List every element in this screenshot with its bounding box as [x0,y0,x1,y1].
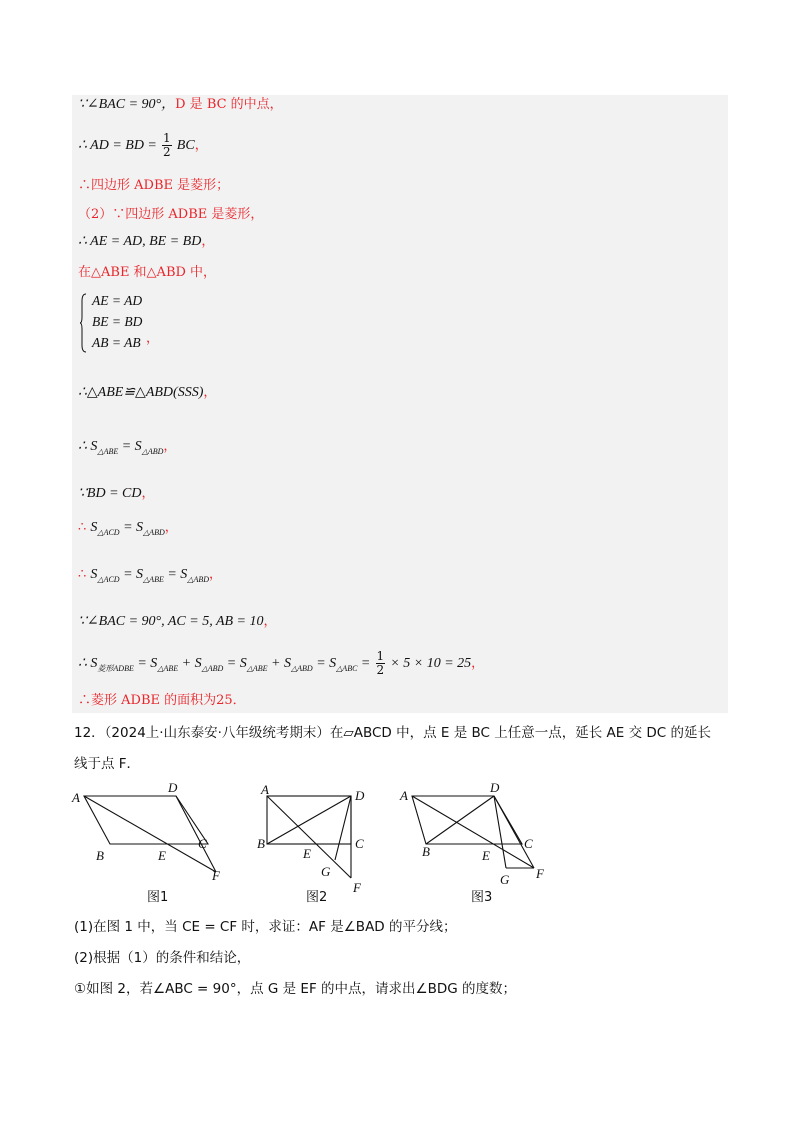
label-b: B [96,848,104,863]
label-f: F [212,868,220,883]
figure-3-caption: 图3 [471,890,493,905]
svg-text:F: F [353,880,361,895]
segment-dg [335,796,351,860]
label-d: D [168,780,178,795]
solution-line-5: ∴ AE = AD, BE = BD， [78,234,215,249]
svg-text:D: D [355,788,365,803]
median-equation: ∴ AD = BD = [78,138,157,153]
svg-text:E: E [303,846,311,861]
svg-text:C: C [355,836,364,851]
solution-conclusion: ∴菱形 ADBE 的面积为25． [78,693,246,708]
solution-line-6: 在△ABE 和△ABD 中， [78,265,217,280]
solution-line-9: ∵BD = CD， [78,486,155,501]
svg-text:C: C [524,836,533,851]
parallelogram-abcd [412,796,522,844]
svg-text:E: E [482,848,490,863]
solution-line-2: ∴ AD = BD = $\frac{1}{2}$ BC， [78,131,208,159]
solution-line-3: ∴四边形 ADBE 是菱形； [78,178,230,193]
question-part-1: (1)在图 1 中，当 CE = CF 时，求证：AF 是∠BAD 的平分线； [74,919,457,935]
solution-line-7: ∴△ABE≌△ABD(SSS)， [78,385,217,400]
figure-1-caption: 图1 [147,890,169,905]
label-c: C [198,836,207,851]
solution-line-10: ∴ $S_{\triangle ACD} = S_{\triangle ABD}$， [78,520,178,537]
fraction-half: $\frac{1}{2}$ [163,131,171,159]
solution-line-1 [78,96,283,114]
solution-line-8: ∴ $S_{\triangle ABE} = S_{\triangle ABD}$， [78,439,177,456]
svg-text:D: D [490,780,500,795]
svg-text:A: A [400,788,408,803]
question-part-2-1: ①如图 2，若∠ABC = 90°，点 G 是 EF 的中点，请求出∠BDG 的度数； [74,981,517,997]
svg-text:F: F [536,866,544,881]
label-a: A [72,790,80,805]
parallelogram-abcd [84,796,208,844]
segment-af [412,796,534,868]
question-stem-line-2: 线于点 F． [74,756,141,772]
svg-text:G: G [321,864,331,879]
svg-text:G: G [500,872,510,887]
fraction-half-2: $\frac{1}{2}$ [376,649,385,677]
solution-line-12: ∵∠BAC = 90°, AC = 5, AB = 10， [78,614,277,629]
label-e: E [158,848,166,863]
left-brace-icon [80,293,86,353]
question-part-2: (2)根据（1）的条件和结论， [74,950,251,966]
system-eq-1: AE = AD [92,293,143,308]
svg-text:B: B [257,836,265,851]
solution-line-4: （2）∵四边形 ADBE 是菱形， [78,207,264,222]
segment-bd [426,796,494,844]
solution-line-11: ∴ $S_{\triangle ACD} = S_{\triangle ABE} = S_{\triangle ABD}$， [78,567,223,584]
system-comma: ， [146,331,160,346]
system-eq-2: BE = BD [92,314,143,329]
solution-line-13: ∴ $S_{菱形ADBE} = S_{\triangle ABE} + S_{\triangle ABD} = S_{\triangle ABE} + S_{\triangle ABD} = S_{\triangle ABC}$ = $\frac{1}{2}$ × 5 × 10 = 25， [78,649,485,677]
midpoint-statement: D 是 BC 的中点， [175,97,283,112]
figure-2-caption: 图2 [306,890,328,905]
svg-text:A: A [261,782,269,797]
svg-text:B: B [422,844,430,859]
given-angle: ∵∠BAC = 90°， [78,97,176,112]
system-eq-3: AB = AB [92,335,141,350]
question-stem-line-1: 12．（2024上·山东泰安·八年级统考期末）在▱ABCD 中，点 E 是 BC 上任意一点，延长 AE 交 DC 的延长 [74,725,712,741]
